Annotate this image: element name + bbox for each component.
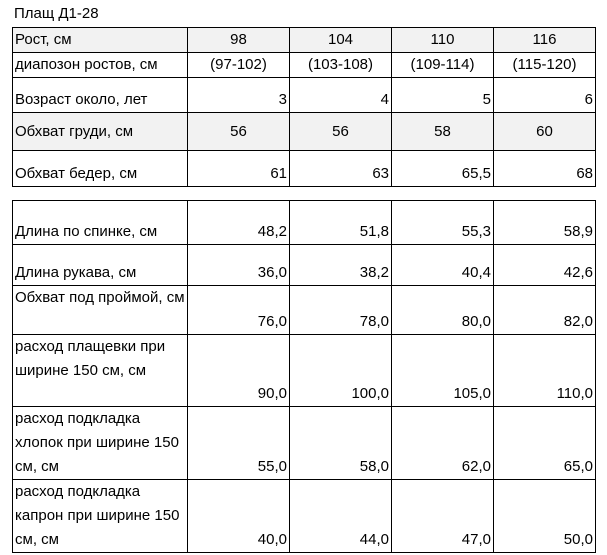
cell-value: 42,6 — [494, 245, 596, 286]
cell-value: 105,0 — [392, 335, 494, 407]
table-row — [13, 286, 596, 335]
row-label: Рост, см — [13, 28, 188, 53]
cell-value: 65,5 — [392, 151, 494, 187]
cell-value: 51,8 — [290, 201, 392, 245]
cell-value: 78,0 — [290, 286, 392, 335]
cell-value: 61 — [188, 151, 290, 187]
cell-value: 90,0 — [188, 335, 290, 407]
cell-value: 56 — [188, 113, 290, 151]
cell-value: 104 — [290, 28, 392, 53]
row-label: расход подкладка хлопок при ширине 150 см, см — [13, 407, 188, 480]
cell-value: (97-102) — [188, 53, 290, 78]
cell-value: 116 — [494, 28, 596, 53]
cell-value: 82,0 — [494, 286, 596, 335]
cell-value: 68 — [494, 151, 596, 187]
cell-value: 80,0 — [392, 286, 494, 335]
cell-value: 6 — [494, 78, 596, 113]
cell-value: 44,0 — [290, 480, 392, 553]
cell-value: (103-108) — [290, 53, 392, 78]
table-row — [13, 78, 596, 113]
row-label: расход плащевки при ширине 150 см, см — [13, 335, 188, 407]
cell-value: 3 — [188, 78, 290, 113]
row-label: Обхват под проймой, см — [13, 286, 188, 335]
row-label: расход подкладка капрон при ширине 150 см, см — [13, 480, 188, 553]
document-title: Плащ Д1-28 — [14, 5, 99, 22]
cell-value: 40,0 — [188, 480, 290, 553]
cell-value: 5 — [392, 78, 494, 113]
cell-value: 62,0 — [392, 407, 494, 480]
cell-value: 56 — [290, 113, 392, 151]
cell-value: 50,0 — [494, 480, 596, 553]
row-label: Длина по спинке, см — [13, 201, 188, 245]
cell-value: 55,0 — [188, 407, 290, 480]
table-row — [13, 151, 596, 187]
cell-value: 98 — [188, 28, 290, 53]
row-label: Возраст около, лет — [13, 78, 188, 113]
cell-value: 60 — [494, 113, 596, 151]
size-table — [12, 27, 596, 187]
cell-value: 58,0 — [290, 407, 392, 480]
table-row — [13, 245, 596, 286]
cell-value: 65,0 — [494, 407, 596, 480]
cell-value: 58,9 — [494, 201, 596, 245]
cell-value: 36,0 — [188, 245, 290, 286]
cell-value: 40,4 — [392, 245, 494, 286]
cell-value: 47,0 — [392, 480, 494, 553]
row-label: диапозон ростов, см — [13, 53, 188, 78]
cell-value: 4 — [290, 78, 392, 113]
cell-value: 63 — [290, 151, 392, 187]
table-row — [13, 201, 596, 245]
measurements-table — [12, 200, 596, 553]
row-label: Обхват груди, см — [13, 113, 188, 151]
cell-value: 48,2 — [188, 201, 290, 245]
cell-value: 55,3 — [392, 201, 494, 245]
cell-value: 58 — [392, 113, 494, 151]
table-row — [13, 335, 596, 407]
table-row — [13, 480, 596, 553]
row-label: Длина рукава, см — [13, 245, 188, 286]
cell-value: 38,2 — [290, 245, 392, 286]
cell-value: (109-114) — [392, 53, 494, 78]
cell-value: 100,0 — [290, 335, 392, 407]
table-row — [13, 113, 596, 151]
cell-value: 110,0 — [494, 335, 596, 407]
cell-value: 110 — [392, 28, 494, 53]
cell-value: 76,0 — [188, 286, 290, 335]
cell-value: (115-120) — [494, 53, 596, 78]
row-label: Обхват бедер, см — [13, 151, 188, 187]
table-row — [13, 407, 596, 480]
table-row — [13, 53, 596, 78]
table-row — [13, 28, 596, 53]
